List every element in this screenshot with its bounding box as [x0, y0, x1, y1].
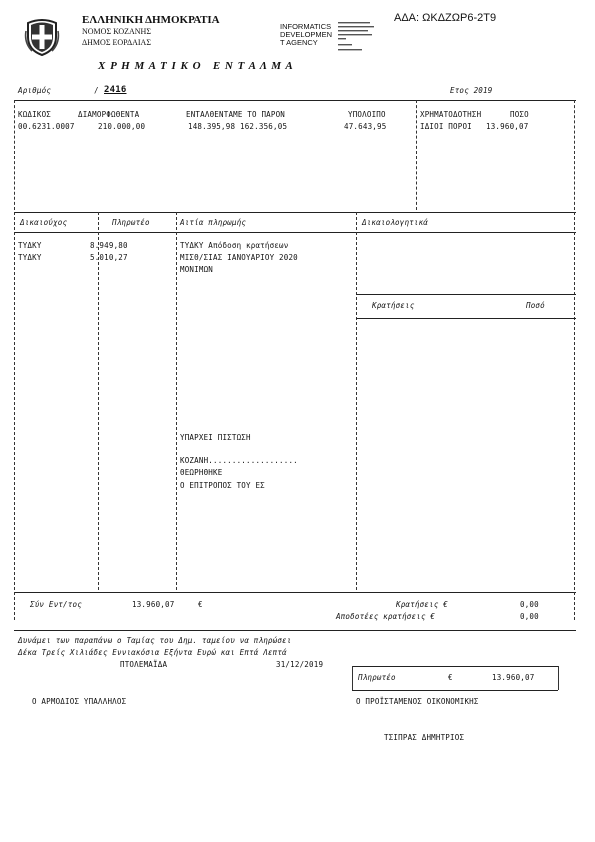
col-beneficiary: Δικαιούχος	[20, 218, 68, 227]
col-reason: Αιτία πληρωμής	[180, 218, 247, 227]
approved-label: ΘΕΩΡΗΘΗΚΕ	[180, 468, 223, 477]
budget-funding: ΙΔΙΟΙ ΠΟΡΟΙ	[420, 122, 472, 131]
budget-funding-divider	[416, 100, 417, 210]
payee-amount-2: 5.010,27	[90, 253, 128, 262]
budget-right-border	[574, 100, 575, 210]
payable-box-right	[558, 666, 559, 690]
budget-left-border	[14, 100, 15, 210]
place-name: ΠΤΟΛΕΜΑΪΔΑ	[120, 660, 168, 669]
rule-deductions-top	[356, 294, 576, 295]
deductions-label: Κρατήσεις €	[396, 600, 448, 609]
sum-currency: €	[198, 600, 203, 609]
col-funding: ΧΡΗΜΑΤΟΔΟΤΗΣΗ	[420, 110, 482, 119]
signature-stamp-icon	[338, 20, 378, 54]
payable-currency: €	[448, 673, 453, 682]
budget-amount: 13.960,07	[486, 122, 529, 131]
state-name: ΕΛΛΗΝΙΚΗ ΔΗΜΟΚΡΑΤΙΑ	[82, 14, 220, 26]
reason-line-3: ΜΟΝΙΜΩΝ	[180, 265, 214, 274]
reason-line-2: ΜΙΣΘ/ΣΙΑΣ ΙΑΝΟΥΑΡΙΟΥ 2020	[180, 253, 298, 262]
signature-left-title: Ο ΑΡΜΟΔΙΟΣ ΥΠΑΛΛΗΛΟΣ	[32, 697, 127, 706]
col-payable: Πληρωτέο	[112, 218, 150, 227]
rule-top	[14, 100, 576, 101]
budget-code: 00.6231.0007	[18, 122, 75, 131]
payable-label: Πληρωτέο	[358, 673, 396, 682]
payee-name-1: ΤΥΔΚΥ	[18, 241, 42, 250]
col-docs: Δικαιολογητικά	[362, 218, 429, 227]
payee-name-2: ΤΥΔΚΥ	[18, 253, 42, 262]
col-ordered: ΕΝΤΑΛΘΕΝΤΑΜΕ ΤΟ ΠΑΡΟΝ	[186, 110, 286, 119]
payee-amount-1: 8.949,80	[90, 241, 128, 250]
prefecture-name: ΝΟΜΟΣ ΚΟΖΑΝΗΣ	[82, 27, 151, 36]
signature-right-name: ΤΣΙΠΡΑΣ ΔΗΜΗΤΡΙΟΣ	[384, 733, 465, 742]
stamp-line-3: T AGENCY	[280, 38, 318, 47]
greek-emblem-icon	[24, 17, 60, 57]
stamp-line-2: DEVELOPMEN	[280, 30, 333, 39]
rule-totals-top	[14, 592, 576, 593]
authorization-line-2: Δέκα Τρείς Χιλιάδες Εννιακόσια Εξήντα Ευρώ και Επτά Λεπτά	[18, 648, 287, 657]
authorization-line-1: Δυνάμει των παραπάνω ο Ταμίας του Δημ. ταμείου να πληρώσει	[18, 636, 292, 645]
col-allocated: ΔΙΑΜΟΡΦΩΘΕΝΤΑ	[78, 110, 140, 119]
number-slash: /	[94, 86, 99, 95]
col-remaining: ΥΠΟΛΟΙΠΟ	[348, 110, 386, 119]
rule-deductions-bottom	[356, 318, 576, 319]
col-amount: ΠΟΣΟ	[510, 110, 529, 119]
reason-line-1: ΤΥΔΚΥ Απόδοση κρατήσεων	[180, 241, 289, 250]
stamp-line-1: INFORMATICS	[280, 22, 332, 31]
payees-left-border	[14, 212, 15, 590]
year-label: Ετος 2019	[450, 86, 493, 95]
document-number: 2416	[104, 85, 127, 95]
signature-right-title: Ο ΠΡΟΪΣΤΑΜΕΝΟΣ ΟΙΚΟΝΟΜΙΚΗΣ	[356, 697, 479, 706]
number-label: Αριθμός	[18, 86, 52, 95]
returned-deductions-label: Αποδοτέες κρατήσεις €	[336, 612, 436, 621]
document-title: Χ Ρ Η Μ Α Τ Ι Κ Ο Ε Ν Τ Α Λ Μ Α	[98, 60, 294, 72]
issue-date: 31/12/2019	[276, 660, 324, 669]
ada-code: ΑΔΑ: ΩΚΔΖΩΡ6-2Τ9	[394, 12, 497, 24]
budget-ordered-now: 162.356,05	[240, 122, 288, 131]
rule-totals-bottom	[14, 630, 576, 631]
payees-divider-1	[98, 212, 99, 590]
deductions-amount-header: Ποσό	[526, 301, 545, 310]
budget-remaining: 47.643,95	[344, 122, 387, 131]
commissioner-label: Ο ΕΠΙΤΡΟΠΟΣ ΤΟΥ ΕΣ	[180, 481, 265, 490]
payees-divider-2	[176, 212, 177, 590]
payable-box-top	[352, 666, 558, 667]
municipality-name: ΔΗΜΟΣ ΕΟΡΔΑΙΑΣ	[82, 38, 151, 47]
sum-value: 13.960,07	[132, 600, 175, 609]
payees-divider-3	[356, 212, 357, 590]
sum-label: Σύν Εντ/τος	[30, 600, 82, 609]
col-code: ΚΩΔΙΚΟΣ	[18, 110, 52, 119]
totals-left-border	[14, 592, 15, 620]
payable-value: 13.960,07	[492, 673, 535, 682]
payees-right-border	[574, 212, 575, 590]
payable-box-left	[352, 666, 353, 690]
place-dots: ΚΟΖΑΝΗ...................	[180, 456, 298, 465]
credit-note: ΥΠΑΡΧΕΙ ΠΙΣΤΩΣΗ	[180, 433, 251, 442]
returned-deductions-value: 0,00	[520, 612, 539, 621]
budget-allocated: 210.000,00	[98, 122, 146, 131]
totals-right-border	[574, 592, 575, 620]
budget-ordered-before: 148.395,98	[188, 122, 236, 131]
payable-box-bottom	[352, 690, 558, 691]
deductions-value: 0,00	[520, 600, 539, 609]
deductions-header: Κρατήσεις	[372, 301, 415, 310]
